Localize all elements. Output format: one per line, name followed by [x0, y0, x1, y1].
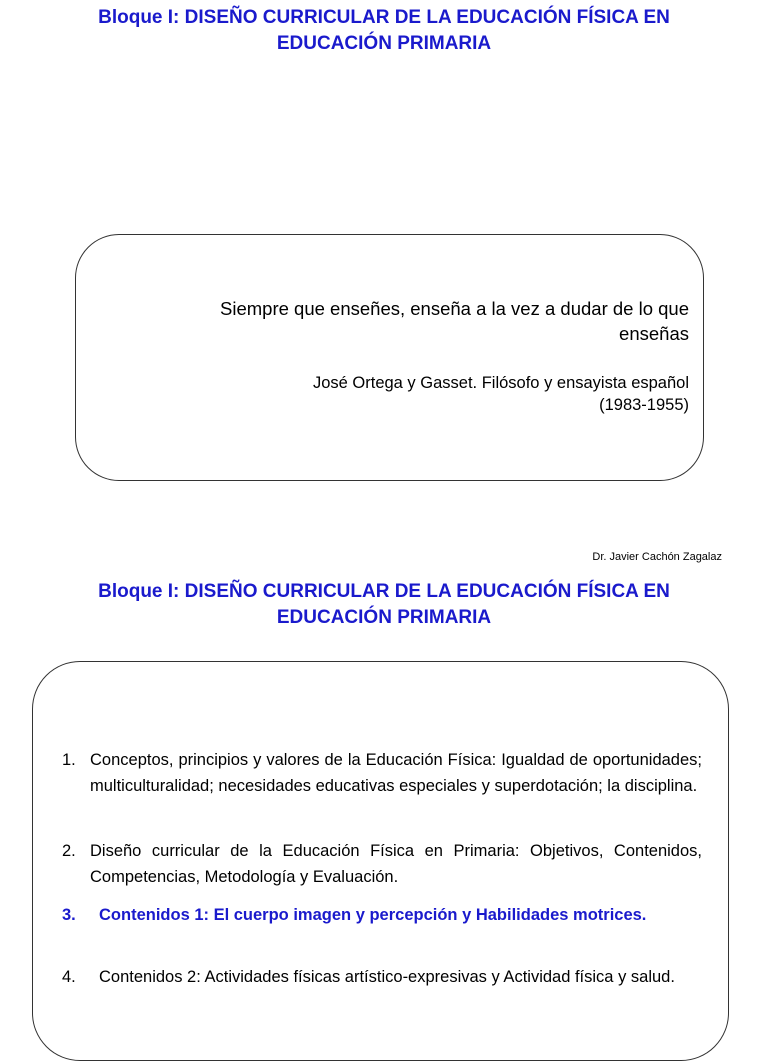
quote-line-2: enseñas — [619, 323, 689, 344]
slide-1-title-line-2: EDUCACIÓN PRIMARIA — [276, 33, 492, 54]
slide-1-title-line-1: Bloque I: DISEÑO CURRICULAR DE LA EDUCACIÓN FÍSICA EN — [98, 7, 670, 28]
slide-2-title-line-1: Bloque I: DISEÑO CURRICULAR DE LA EDUCACIÓN FÍSICA EN — [98, 581, 670, 602]
topic-text: Diseño curricular de la Educación Física en Primaria: Objetivos, Contenidos, Competencias, Metodología y Evaluación. — [90, 842, 702, 886]
quote-author-line-1: José Ortega y Gasset. Filósofo y ensayista español — [312, 374, 689, 392]
quote-line-1: Siempre que enseñes, enseña a la vez a dudar de lo que — [220, 298, 689, 319]
author-credit: Dr. Javier Cachón Zagalaz — [592, 551, 722, 563]
topic-number: 2. — [62, 842, 76, 860]
topic-text: Contenidos 2: Actividades físicas artístico-expresivas y Actividad física y salud. — [99, 968, 675, 986]
quote-author-line-2: (1983-1955) — [599, 396, 689, 414]
quote-text — [109, 296, 689, 346]
quote-box — [75, 234, 704, 481]
topic-item-1 — [62, 747, 702, 827]
topic-item-3-highlighted — [62, 902, 702, 956]
topic-number: 3. — [62, 906, 76, 924]
slide-2-title-line-2: EDUCACIÓN PRIMARIA — [276, 607, 492, 628]
topic-text: Contenidos 1: El cuerpo imagen y percepción y Habilidades motrices. — [99, 906, 647, 924]
quote-author — [129, 372, 689, 416]
topic-item-4 — [62, 964, 702, 1018]
topic-item-2 — [62, 838, 702, 892]
slide-2-title — [40, 579, 728, 631]
slide-1-title — [40, 5, 728, 57]
topic-text: Conceptos, principios y valores de la Educación Física: Igualdad de oportunidades; multiculturalidad; necesidades educativas especiales y superdotación; la disciplina. — [90, 751, 702, 795]
topic-number: 4. — [62, 968, 76, 986]
topic-number: 1. — [62, 751, 76, 769]
